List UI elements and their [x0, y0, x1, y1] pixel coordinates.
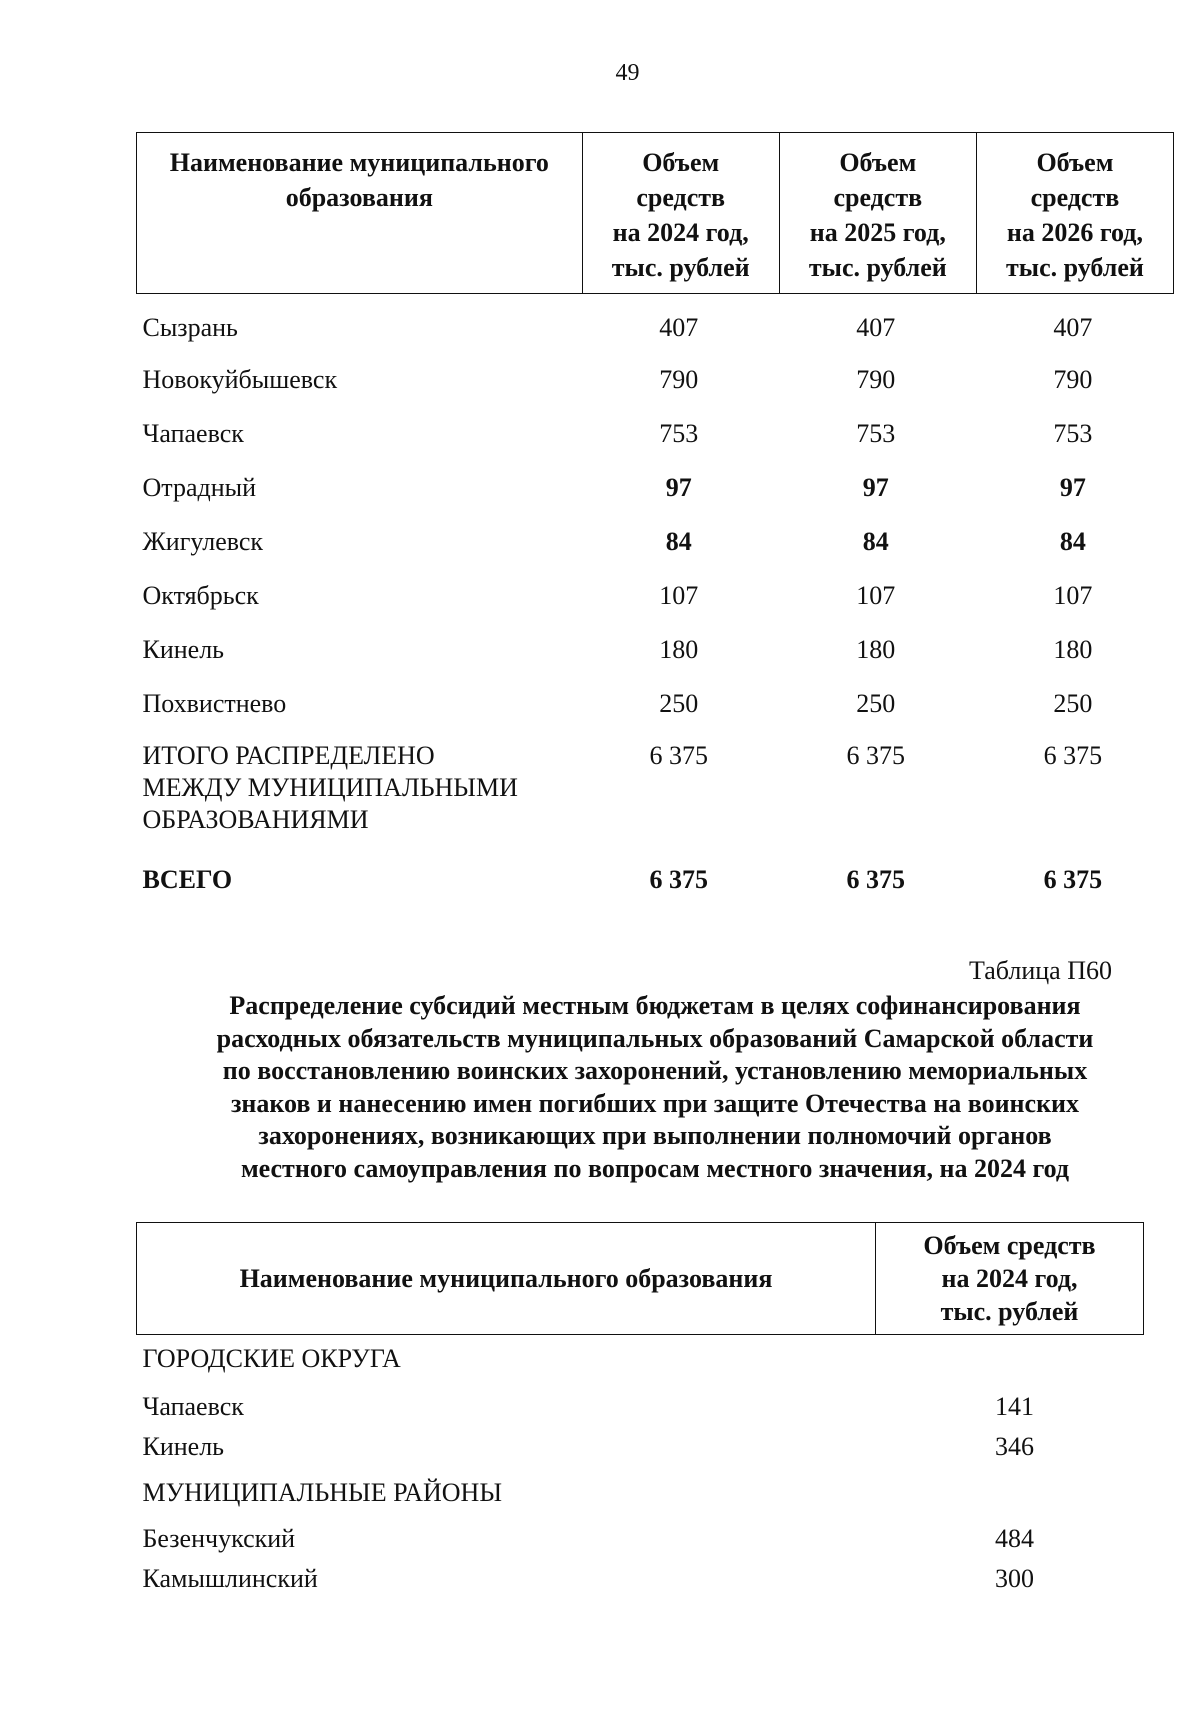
header-line: на 2025 год, [809, 218, 946, 247]
title-line: расходных обязательств муниципальных образований Самарской области [216, 1023, 1094, 1053]
total-2025: 6 375 [846, 740, 906, 770]
title-line: захоронениях, возникающих при выполнении полномочий органов [258, 1121, 1052, 1150]
value-2026: 107 [1053, 580, 1093, 610]
value-2024: 180 [659, 634, 699, 664]
municipality-name: Отрадный [142, 472, 257, 502]
total-2026: 6 375 [1043, 740, 1103, 770]
header-line: Наименование муниципального [169, 148, 549, 177]
header-line: образования [285, 183, 433, 212]
header-line: средств [636, 183, 726, 212]
table-header-row [137, 133, 1174, 294]
grand-total-label: ВСЕГО [142, 864, 233, 894]
value-2025: 407 [856, 313, 896, 342]
table-row [137, 1519, 1144, 1559]
section-header-row [137, 1467, 1144, 1519]
header-line: средств [833, 183, 923, 212]
table-row [137, 622, 1174, 676]
header-line: Объем [1036, 148, 1114, 177]
total-2024: 6 375 [649, 740, 708, 770]
value-2024: 84 [665, 526, 692, 556]
table-label: Таблица П60 [969, 956, 1112, 985]
header-line: тыс. рублей [808, 253, 947, 282]
municipality-name: Чапаевск [142, 1392, 244, 1421]
grand-total-2025: 6 375 [846, 864, 906, 894]
table-row [137, 568, 1174, 622]
table-header-row [137, 1223, 1144, 1335]
value-2024: 97 [665, 472, 692, 502]
value-2024: 346 [995, 1432, 1034, 1461]
header-line: Объем [642, 148, 720, 177]
header-line: тыс. рублей [611, 253, 750, 282]
table-row [137, 1559, 1144, 1599]
table-row [137, 352, 1174, 406]
table-row [137, 406, 1174, 460]
memorial-subsidy-table [136, 1222, 1144, 1599]
value-2024: 300 [995, 1564, 1034, 1593]
municipality-name: Кинель [142, 634, 225, 664]
header-line: на 2024 год, [941, 1264, 1078, 1293]
municipality-name: Безенчукский [142, 1524, 296, 1553]
table-title [136, 990, 1174, 1185]
municipality-name: Новокуйбышевск [142, 364, 338, 394]
section-header-row [137, 1335, 1144, 1388]
section-title: МУНИЦИПАЛЬНЫЕ РАЙОНЫ [142, 1478, 502, 1507]
municipality-name: Октябрьск [142, 580, 259, 610]
header-line: средств [1030, 183, 1120, 212]
value-2024: 107 [659, 580, 699, 610]
value-2025: 250 [856, 688, 896, 718]
value-2026: 97 [1059, 472, 1086, 502]
value-2026: 790 [1053, 364, 1093, 394]
value-2025: 84 [862, 526, 889, 556]
value-2026: 753 [1053, 418, 1093, 448]
header-volume-2025 [779, 133, 976, 294]
value-2025: 753 [856, 418, 896, 448]
header-municipality-name [137, 133, 583, 294]
value-2026: 250 [1053, 688, 1093, 718]
value-2025: 107 [856, 580, 896, 610]
grand-total-row [137, 862, 1174, 896]
total-distributed-label [137, 730, 583, 862]
grand-total-2024: 6 375 [649, 864, 708, 894]
header-line: тыс. рублей [1006, 253, 1144, 282]
value-2024: 407 [659, 313, 699, 342]
value-2024: 141 [995, 1392, 1034, 1421]
label-line: ОБРАЗОВАНИЯМИ [142, 804, 369, 834]
value-2025: 180 [856, 634, 896, 664]
header-volume-2024 [876, 1223, 1144, 1335]
value-2026: 84 [1059, 526, 1086, 556]
municipality-name: Жигулевск [142, 526, 264, 556]
total-distributed-row [137, 730, 1174, 862]
header-line: Объем средств [923, 1231, 1096, 1260]
municipality-name: Похвистнево [142, 688, 287, 718]
grand-total-2026: 6 375 [1043, 864, 1103, 894]
header-volume-2024 [582, 133, 779, 294]
title-line: местного самоуправления по вопросам местного значения, на 2024 год [240, 1153, 1070, 1183]
header-line: на 2026 год, [1006, 218, 1143, 247]
municipality-name: Сызрань [142, 313, 238, 342]
subsidy-table-3-years [136, 132, 1174, 896]
table-row [137, 676, 1174, 730]
header-volume-2026 [976, 133, 1173, 294]
header-municipality-name: Наименование муниципального образования [137, 1223, 876, 1335]
value-2025: 97 [862, 472, 889, 502]
header-line: на 2024 год, [612, 218, 749, 247]
title-line: по восстановлению воинских захоронений, установлению мемориальных [222, 1056, 1088, 1085]
header-line: Объем [839, 148, 917, 177]
value-2026: 180 [1053, 634, 1093, 664]
value-2024: 250 [659, 688, 699, 718]
municipality-name: Чапаевск [142, 418, 244, 448]
title-line: знаков и нанесению имен погибших при защите Отечества на воинских [230, 1088, 1080, 1118]
table-row [137, 1427, 1144, 1467]
header-line: тыс. рублей [940, 1297, 1079, 1326]
label-line: ИТОГО РАСПРЕДЕЛЕНО [142, 740, 435, 770]
section-title: ГОРОДСКИЕ ОКРУГА [142, 1344, 401, 1373]
municipality-name: Камышлинский [142, 1564, 318, 1593]
value-2026: 407 [1053, 313, 1093, 342]
page-number: 49 [615, 60, 640, 86]
municipality-name: Кинель [142, 1432, 225, 1461]
value-2025: 790 [856, 364, 896, 394]
table-row [137, 294, 1174, 352]
table-row [137, 460, 1174, 514]
table-row [137, 1387, 1144, 1427]
table-row [137, 514, 1174, 568]
label-line: МЕЖДУ МУНИЦИПАЛЬНЫМИ [142, 772, 518, 802]
value-2024: 790 [659, 364, 699, 394]
title-line: Распределение субсидий местным бюджетам в целях софинансирования [229, 991, 1081, 1020]
value-2024: 484 [995, 1524, 1034, 1553]
value-2024: 753 [659, 418, 699, 448]
